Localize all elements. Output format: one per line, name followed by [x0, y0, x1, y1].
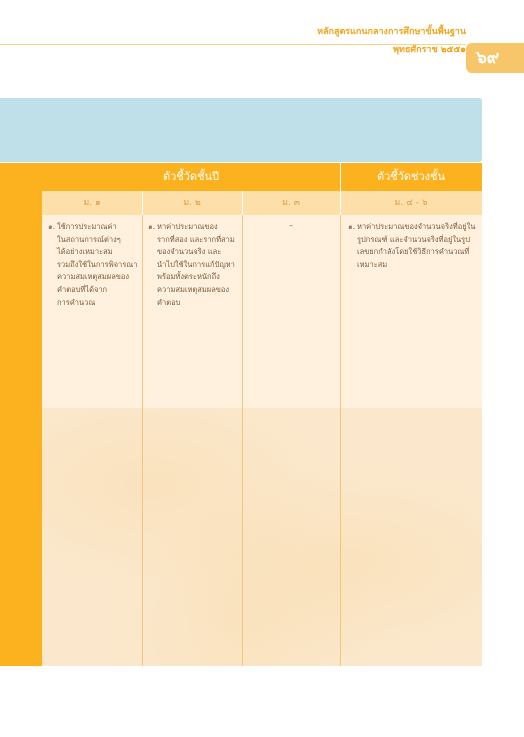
cell-m4-6	[348, 221, 478, 271]
item-number: ๑.	[148, 222, 156, 231]
sub-header-m4-6: ม. ๔ - ๖	[394, 198, 428, 208]
cell-line: ความสมเหตุสมผลของ	[57, 272, 130, 282]
group-header-grade-indicators: ตัวชี้วัดชั้นปี	[162, 170, 220, 183]
cell-line: ในสถานการณ์ต่างๆ	[57, 234, 121, 244]
sub-divider	[242, 191, 243, 215]
cell-line: ใช้การประมาณค่า	[57, 222, 117, 231]
sub-divider	[340, 191, 341, 215]
running-header-year: พุทธศักราช ๒๕๕๑	[393, 45, 466, 55]
blue-title-band	[0, 98, 482, 162]
item-number: ๑.	[348, 222, 356, 231]
cell-line: ความสมเหตุสมผลของ	[157, 284, 230, 294]
cell-line: รวมถึงใช้ในการพิจารณา	[57, 259, 138, 269]
page-number-tab: ๖๙	[466, 43, 524, 73]
head-divider	[340, 163, 341, 191]
cell-line: พร้อมทั้งตระหนักถึง	[157, 272, 220, 282]
column-divider	[242, 215, 243, 666]
sub-divider	[142, 191, 143, 215]
cell-line: เลขยกกำลังโดยใช้วิธีการคำนวณที่	[357, 247, 470, 257]
table-group-header-row	[42, 163, 482, 191]
cell-line: ของจำนวนจริง และ	[157, 247, 222, 257]
item-number: ๑.	[48, 222, 56, 231]
header-rule	[0, 44, 466, 45]
cell-m1	[48, 221, 138, 309]
cell-line: เหมาะสม	[357, 259, 388, 269]
running-header-title: หลักสูตรแกนกลางการศึกษาขั้นพื้นฐาน	[317, 27, 466, 37]
sub-header-m1: ม. ๑	[83, 198, 101, 208]
cell-line: คำตอบที่ได้จาก	[57, 284, 108, 294]
cell-line: รากที่สอง และรากที่สาม	[157, 234, 235, 244]
cell-line: ได้อย่างเหมาะสม	[57, 247, 113, 257]
column-divider	[340, 215, 341, 666]
table-body	[42, 215, 482, 666]
cell-line: หาค่าประมาณของจำนวนจริงที่อยู่ใน	[357, 222, 476, 231]
cell-m3: –	[289, 221, 293, 230]
column-divider	[142, 215, 143, 666]
cell-line: การคำนวณ	[57, 297, 96, 307]
cell-line: นำไปใช้ในการแก้ปัญหา	[157, 259, 235, 269]
table-body-decorative-zone	[42, 408, 482, 666]
left-color-strip	[0, 163, 42, 666]
cell-m2	[148, 221, 238, 309]
sub-header-m3: ม. ๓	[282, 198, 300, 208]
cell-line: หาค่าประมาณของ	[157, 222, 218, 231]
table-sub-header-row	[42, 191, 482, 215]
cell-line: รูปกรณฑ์ และจำนวนจริงที่อยู่ในรูป	[357, 234, 470, 244]
group-header-range-indicators: ตัวชี้วัดช่วงชั้น	[376, 170, 446, 183]
sub-header-m2: ม. ๒	[183, 198, 201, 208]
cell-line: คำตอบ	[157, 297, 181, 307]
